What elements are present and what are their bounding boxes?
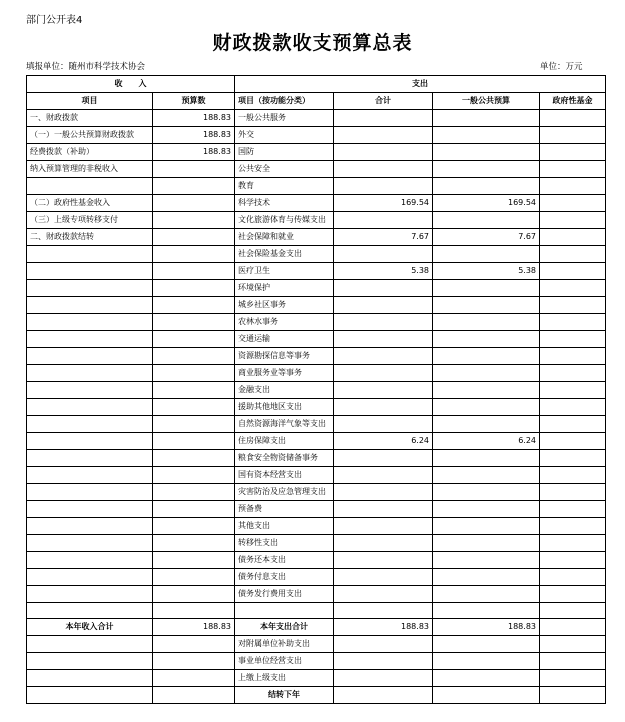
income-item bbox=[27, 246, 153, 263]
expense-general bbox=[433, 161, 540, 178]
expense-item: 自然资源海洋气象等支出 bbox=[235, 416, 334, 433]
income-item: 经费拨款（补助） bbox=[27, 144, 153, 161]
expense-total bbox=[334, 127, 433, 144]
income-item bbox=[27, 552, 153, 569]
expense-item: 交通运输 bbox=[235, 331, 334, 348]
expense-item: 债务发行费用支出 bbox=[235, 586, 334, 603]
income-item bbox=[27, 348, 153, 365]
expense-general bbox=[433, 212, 540, 229]
expense-fund bbox=[540, 314, 606, 331]
income-item bbox=[27, 416, 153, 433]
expense-item: 预备费 bbox=[235, 501, 334, 518]
budget-table bbox=[26, 75, 606, 704]
income-item: 纳入预算管理的非税收入 bbox=[27, 161, 153, 178]
income-value bbox=[153, 280, 235, 297]
expense-general bbox=[433, 416, 540, 433]
income-item bbox=[27, 433, 153, 450]
income-item bbox=[27, 586, 153, 603]
expense-total bbox=[334, 552, 433, 569]
expense-general bbox=[433, 144, 540, 161]
header-row-1 bbox=[27, 76, 606, 93]
expense-fund bbox=[540, 569, 606, 586]
expense-item: 教育 bbox=[235, 178, 334, 195]
expense-header: 支出 bbox=[235, 76, 606, 93]
income-value bbox=[153, 229, 235, 246]
expense-fund-sum bbox=[540, 619, 606, 636]
table-row bbox=[27, 314, 606, 331]
table-row bbox=[27, 161, 606, 178]
expense-total bbox=[334, 212, 433, 229]
income-value bbox=[153, 484, 235, 501]
expense-fund bbox=[540, 636, 606, 653]
expense-item: 援助其他地区支出 bbox=[235, 399, 334, 416]
table-row bbox=[27, 433, 606, 450]
table-row bbox=[27, 653, 606, 670]
expense-total bbox=[334, 670, 433, 687]
table-row bbox=[27, 348, 606, 365]
expense-item: 住房保障支出 bbox=[235, 433, 334, 450]
table-row bbox=[27, 636, 606, 653]
income-item: 二、财政拨款结转 bbox=[27, 229, 153, 246]
income-value bbox=[153, 569, 235, 586]
expense-item: 债务付息支出 bbox=[235, 569, 334, 586]
income-value bbox=[153, 399, 235, 416]
expense-fund bbox=[540, 586, 606, 603]
table-row bbox=[27, 127, 606, 144]
expense-fund bbox=[540, 365, 606, 382]
expense-fund bbox=[540, 433, 606, 450]
table-row bbox=[27, 450, 606, 467]
income-item bbox=[27, 569, 153, 586]
income-value bbox=[153, 365, 235, 382]
table-row bbox=[27, 518, 606, 535]
income-value bbox=[153, 314, 235, 331]
expense-general bbox=[433, 518, 540, 535]
form-number: 部门公开表4 bbox=[26, 15, 83, 26]
expense-total bbox=[334, 331, 433, 348]
expense-fund bbox=[540, 110, 606, 127]
expense-fund bbox=[540, 246, 606, 263]
currency-unit: 单位：万元 bbox=[540, 62, 583, 72]
income-item bbox=[27, 603, 153, 619]
income-value bbox=[153, 518, 235, 535]
income-item bbox=[27, 484, 153, 501]
carry-forward-row bbox=[27, 687, 606, 704]
income-value bbox=[153, 195, 235, 212]
expense-general bbox=[433, 484, 540, 501]
income-item bbox=[27, 382, 153, 399]
income-value bbox=[153, 178, 235, 195]
expense-total bbox=[334, 484, 433, 501]
expense-item: 科学技术 bbox=[235, 195, 334, 212]
income-item bbox=[27, 467, 153, 484]
table-row bbox=[27, 399, 606, 416]
expense-general bbox=[433, 467, 540, 484]
income-item bbox=[27, 450, 153, 467]
expense-item: 医疗卫生 bbox=[235, 263, 334, 280]
income-value bbox=[153, 450, 235, 467]
table-row bbox=[27, 467, 606, 484]
income-item bbox=[27, 263, 153, 280]
expense-item: 社会保险基金支出 bbox=[235, 246, 334, 263]
header-row-2 bbox=[27, 93, 606, 110]
expense-fund bbox=[540, 450, 606, 467]
expense-total bbox=[334, 501, 433, 518]
expense-fund bbox=[540, 280, 606, 297]
income-value: 188.83 bbox=[153, 144, 235, 161]
expense-general: 169.54 bbox=[433, 195, 540, 212]
income-value bbox=[153, 382, 235, 399]
expense-general bbox=[433, 586, 540, 603]
table-row bbox=[27, 484, 606, 501]
expense-general bbox=[433, 331, 540, 348]
expense-total bbox=[334, 535, 433, 552]
expense-total bbox=[334, 416, 433, 433]
expense-general bbox=[433, 687, 540, 704]
expense-fund bbox=[540, 653, 606, 670]
income-item: （一）一般公共预算财政拨款 bbox=[27, 127, 153, 144]
table-row bbox=[27, 382, 606, 399]
expense-general bbox=[433, 501, 540, 518]
income-header: 收 入 bbox=[27, 76, 235, 93]
table-row bbox=[27, 280, 606, 297]
expense-item: 资源勘探信息等事务 bbox=[235, 348, 334, 365]
expense-general bbox=[433, 314, 540, 331]
table-row bbox=[27, 229, 606, 246]
income-item bbox=[27, 365, 153, 382]
expense-item: 外交 bbox=[235, 127, 334, 144]
expense-total bbox=[334, 144, 433, 161]
income-value bbox=[153, 297, 235, 314]
table-row bbox=[27, 331, 606, 348]
expense-fund bbox=[540, 178, 606, 195]
expense-total bbox=[334, 653, 433, 670]
income-value bbox=[153, 653, 235, 670]
expense-total bbox=[334, 569, 433, 586]
col-exp-item: 项目（按功能分类） bbox=[235, 93, 334, 110]
income-item bbox=[27, 280, 153, 297]
income-value bbox=[153, 467, 235, 484]
income-value bbox=[153, 636, 235, 653]
expense-total bbox=[334, 246, 433, 263]
income-item: 一、财政拨款 bbox=[27, 110, 153, 127]
expense-total bbox=[334, 297, 433, 314]
table-row bbox=[27, 297, 606, 314]
totals-row bbox=[27, 619, 606, 636]
table-row bbox=[27, 212, 606, 229]
table-row bbox=[27, 670, 606, 687]
income-item bbox=[27, 314, 153, 331]
income-value bbox=[153, 212, 235, 229]
income-value bbox=[153, 433, 235, 450]
expense-fund bbox=[540, 297, 606, 314]
income-total-value: 188.83 bbox=[153, 619, 235, 636]
expense-item: 一般公共服务 bbox=[235, 110, 334, 127]
expense-total-label: 本年支出合计 bbox=[235, 619, 334, 636]
expense-general bbox=[433, 535, 540, 552]
expense-fund bbox=[540, 161, 606, 178]
col-fund: 政府性基金 bbox=[540, 93, 606, 110]
income-value bbox=[153, 263, 235, 280]
table-row bbox=[27, 603, 606, 619]
expense-fund bbox=[540, 263, 606, 280]
expense-total: 6.24 bbox=[334, 433, 433, 450]
income-value bbox=[153, 501, 235, 518]
income-value bbox=[153, 603, 235, 619]
expense-fund bbox=[540, 501, 606, 518]
col-item: 项目 bbox=[27, 93, 153, 110]
expense-fund bbox=[540, 399, 606, 416]
income-value bbox=[153, 161, 235, 178]
income-value bbox=[153, 535, 235, 552]
expense-general bbox=[433, 246, 540, 263]
table-row bbox=[27, 586, 606, 603]
expense-item: 国防 bbox=[235, 144, 334, 161]
table-row bbox=[27, 365, 606, 382]
income-value: 188.83 bbox=[153, 127, 235, 144]
expense-total bbox=[334, 586, 433, 603]
expense-fund bbox=[540, 382, 606, 399]
expense-fund bbox=[540, 535, 606, 552]
income-item bbox=[27, 653, 153, 670]
table-row bbox=[27, 501, 606, 518]
reporting-unit: 填报单位：随州市科学技术协会 bbox=[26, 62, 146, 72]
expense-fund bbox=[540, 212, 606, 229]
expense-item: 债务还本支出 bbox=[235, 552, 334, 569]
expense-total bbox=[334, 399, 433, 416]
table-row bbox=[27, 246, 606, 263]
expense-fund bbox=[540, 552, 606, 569]
income-value bbox=[153, 331, 235, 348]
expense-total bbox=[334, 365, 433, 382]
expense-general bbox=[433, 653, 540, 670]
expense-item: 公共安全 bbox=[235, 161, 334, 178]
col-general: 一般公共预算 bbox=[433, 93, 540, 110]
income-item bbox=[27, 687, 153, 704]
expense-total bbox=[334, 314, 433, 331]
expense-total bbox=[334, 280, 433, 297]
expense-general bbox=[433, 603, 540, 619]
expense-fund bbox=[540, 670, 606, 687]
expense-total bbox=[334, 518, 433, 535]
expense-item: 商业服务业等事务 bbox=[235, 365, 334, 382]
expense-total: 169.54 bbox=[334, 195, 433, 212]
expense-fund bbox=[540, 416, 606, 433]
expense-fund bbox=[540, 603, 606, 619]
table-row bbox=[27, 535, 606, 552]
income-value: 188.83 bbox=[153, 110, 235, 127]
col-budget: 预算数 bbox=[153, 93, 235, 110]
expense-item: 上缴上级支出 bbox=[235, 670, 334, 687]
expense-total bbox=[334, 161, 433, 178]
expense-item: 转移性支出 bbox=[235, 535, 334, 552]
table-row bbox=[27, 569, 606, 586]
income-value bbox=[153, 416, 235, 433]
expense-general: 7.67 bbox=[433, 229, 540, 246]
income-value bbox=[153, 586, 235, 603]
table-row bbox=[27, 552, 606, 569]
expense-total bbox=[334, 178, 433, 195]
expense-general bbox=[433, 399, 540, 416]
table-row bbox=[27, 178, 606, 195]
income-value bbox=[153, 348, 235, 365]
table-row bbox=[27, 263, 606, 280]
income-item bbox=[27, 178, 153, 195]
expense-general bbox=[433, 569, 540, 586]
expense-general bbox=[433, 552, 540, 569]
expense-fund bbox=[540, 331, 606, 348]
expense-general bbox=[433, 110, 540, 127]
income-value bbox=[153, 246, 235, 263]
expense-fund bbox=[540, 127, 606, 144]
expense-total bbox=[334, 348, 433, 365]
expense-fund bbox=[540, 484, 606, 501]
expense-total bbox=[334, 687, 433, 704]
expense-item: 国有资本经营支出 bbox=[235, 467, 334, 484]
table-row bbox=[27, 416, 606, 433]
expense-total bbox=[334, 110, 433, 127]
income-item bbox=[27, 535, 153, 552]
expense-general bbox=[433, 670, 540, 687]
expense-item: 文化旅游体育与传媒支出 bbox=[235, 212, 334, 229]
expense-item: 城乡社区事务 bbox=[235, 297, 334, 314]
expense-item bbox=[235, 603, 334, 619]
expense-total-sum: 188.83 bbox=[334, 619, 433, 636]
income-item bbox=[27, 501, 153, 518]
expense-fund bbox=[540, 348, 606, 365]
expense-general: 6.24 bbox=[433, 433, 540, 450]
income-item bbox=[27, 399, 153, 416]
table-row bbox=[27, 195, 606, 212]
expense-general bbox=[433, 382, 540, 399]
expense-fund bbox=[540, 467, 606, 484]
carry-forward-label: 结转下年 bbox=[235, 687, 334, 704]
expense-general: 5.38 bbox=[433, 263, 540, 280]
income-value bbox=[153, 670, 235, 687]
expense-general bbox=[433, 178, 540, 195]
expense-general bbox=[433, 450, 540, 467]
income-item bbox=[27, 518, 153, 535]
expense-general bbox=[433, 280, 540, 297]
expense-item: 事业单位经营支出 bbox=[235, 653, 334, 670]
income-item: （二）政府性基金收入 bbox=[27, 195, 153, 212]
expense-fund bbox=[540, 687, 606, 704]
expense-item: 其他支出 bbox=[235, 518, 334, 535]
expense-general-sum: 188.83 bbox=[433, 619, 540, 636]
income-item bbox=[27, 297, 153, 314]
expense-total bbox=[334, 450, 433, 467]
expense-fund bbox=[540, 518, 606, 535]
income-value bbox=[153, 687, 235, 704]
expense-item: 社会保障和就业 bbox=[235, 229, 334, 246]
page-title: 财政拨款收支预算总表 bbox=[212, 32, 413, 54]
expense-total: 7.67 bbox=[334, 229, 433, 246]
expense-general bbox=[433, 297, 540, 314]
expense-fund bbox=[540, 195, 606, 212]
expense-item: 金融支出 bbox=[235, 382, 334, 399]
expense-total bbox=[334, 636, 433, 653]
expense-item: 农林水事务 bbox=[235, 314, 334, 331]
expense-fund bbox=[540, 144, 606, 161]
col-total: 合计 bbox=[334, 93, 433, 110]
income-item bbox=[27, 636, 153, 653]
table-row bbox=[27, 144, 606, 161]
expense-general bbox=[433, 348, 540, 365]
expense-total bbox=[334, 603, 433, 619]
income-item bbox=[27, 670, 153, 687]
expense-item: 粮食安全物资储备事务 bbox=[235, 450, 334, 467]
income-item bbox=[27, 331, 153, 348]
expense-total bbox=[334, 382, 433, 399]
expense-item: 环境保护 bbox=[235, 280, 334, 297]
income-total-label: 本年收入合计 bbox=[27, 619, 153, 636]
income-item: （三）上级专项转移支付 bbox=[27, 212, 153, 229]
expense-general bbox=[433, 636, 540, 653]
expense-general bbox=[433, 365, 540, 382]
table-row bbox=[27, 110, 606, 127]
expense-item: 对附属单位补助支出 bbox=[235, 636, 334, 653]
expense-total: 5.38 bbox=[334, 263, 433, 280]
expense-item: 灾害防治及应急管理支出 bbox=[235, 484, 334, 501]
expense-fund bbox=[540, 229, 606, 246]
expense-general bbox=[433, 127, 540, 144]
income-value bbox=[153, 552, 235, 569]
expense-total bbox=[334, 467, 433, 484]
